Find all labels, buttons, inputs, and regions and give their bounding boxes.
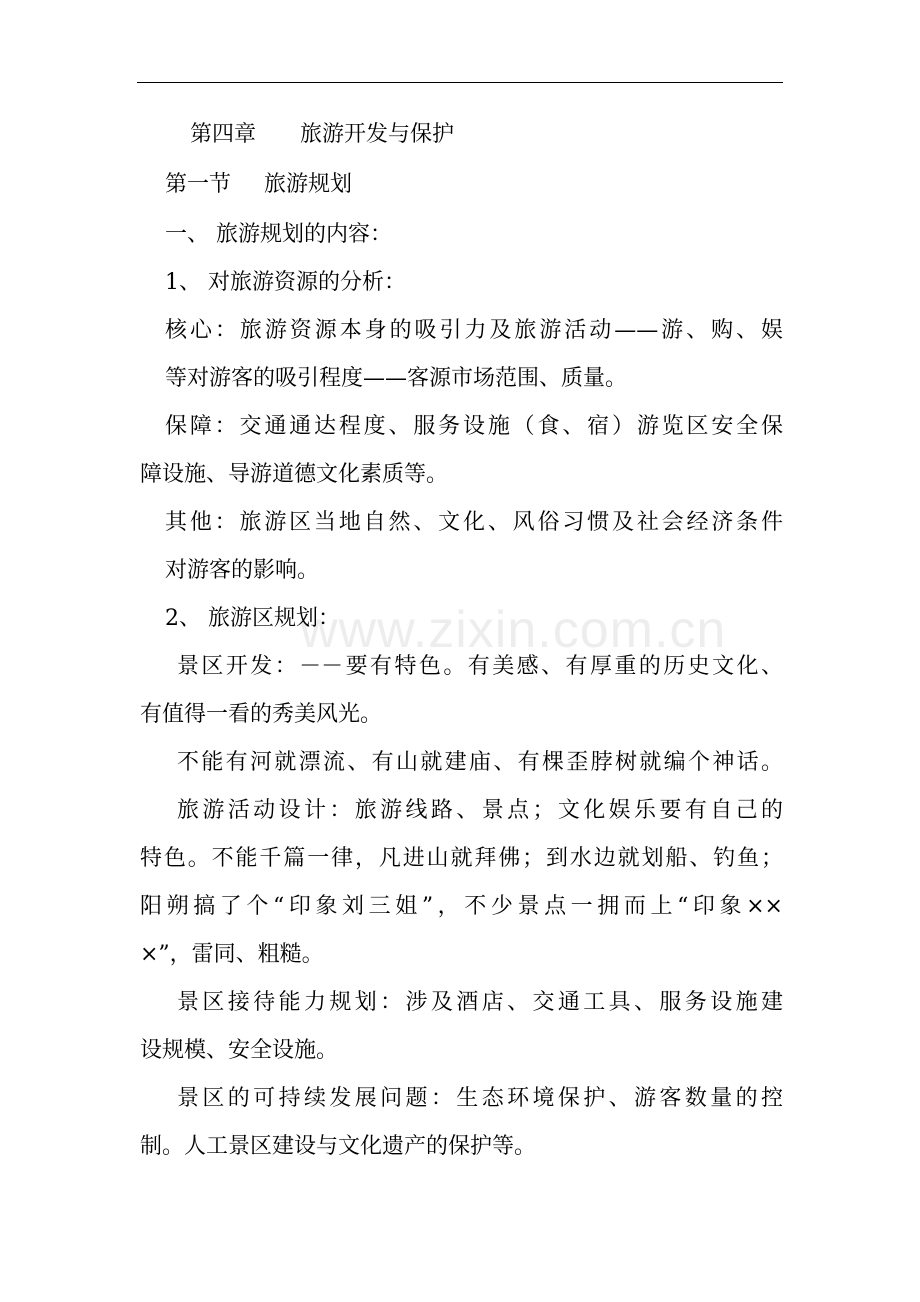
paragraph-scenic-line-2: 有值得一看的秀美风光。	[140, 702, 383, 727]
paragraph-other-line-2: 对游客的影响。	[165, 558, 320, 583]
paragraph-sustain-line-2: 制。人工景区建设与文化遗产的保护等。	[140, 1134, 537, 1159]
paragraph-guarantee-line-1: 保障：交通通达程度、服务设施（食、宿）游览区安全保	[165, 414, 783, 439]
paragraph-capacity-line-1: 景区接待能力规划：涉及酒店、交通工具、服务设施建	[177, 990, 783, 1015]
paragraph-activity-line-1: 旅游活动设计：旅游线路、景点；文化娱乐要有自己的	[177, 798, 783, 823]
heading-1: 一、 旅游规划的内容：	[165, 222, 392, 247]
paragraph-activity-line-4: ×”，雷同、粗糙。	[140, 942, 324, 967]
chapter-number: 第四章	[190, 122, 257, 147]
item-2-heading: 2、 旅游区规划：	[165, 606, 340, 631]
paragraph-sustain-line-1: 景区的可持续发展问题：生态环境保护、游客数量的控	[177, 1086, 783, 1111]
section-number: 第一节	[165, 172, 232, 197]
paragraph-guarantee-line-2: 障设施、导游道德文化素质等。	[140, 462, 449, 487]
header-rule	[137, 82, 783, 83]
paragraph-other-line-1: 其他：旅游区当地自然、文化、风俗习惯及社会经济条件	[165, 510, 783, 535]
paragraph-core-line-1: 核心：旅游资源本身的吸引力及旅游活动——游、购、娱	[165, 318, 783, 343]
paragraph-activity-line-2: 特色。不能千篇一律，凡进山就拜佛；到水边就划船、钓鱼；	[140, 846, 783, 871]
item-1-heading: 1、 对旅游资源的分析：	[165, 270, 406, 295]
paragraph-core-line-2: 等对游客的吸引程度——客源市场范围、质量。	[165, 366, 628, 391]
paragraph-activity-line-3: 阳朔搞了个“印象刘三姐”，不少景点一拥而上“印象××	[140, 894, 783, 919]
watermark: www.zixin.com.cn	[300, 601, 727, 659]
paragraph-no-copy: 不能有河就漂流、有山就建庙、有棵歪脖树就编个神话。	[177, 750, 783, 775]
chapter-title: 旅游开发与保护	[300, 122, 455, 147]
paragraph-scenic-line-1: 景区开发：－－要有特色。有美感、有厚重的历史文化、	[177, 654, 783, 679]
section-title: 旅游规划	[264, 172, 353, 197]
paragraph-capacity-line-2: 设规模、安全设施。	[140, 1038, 339, 1063]
